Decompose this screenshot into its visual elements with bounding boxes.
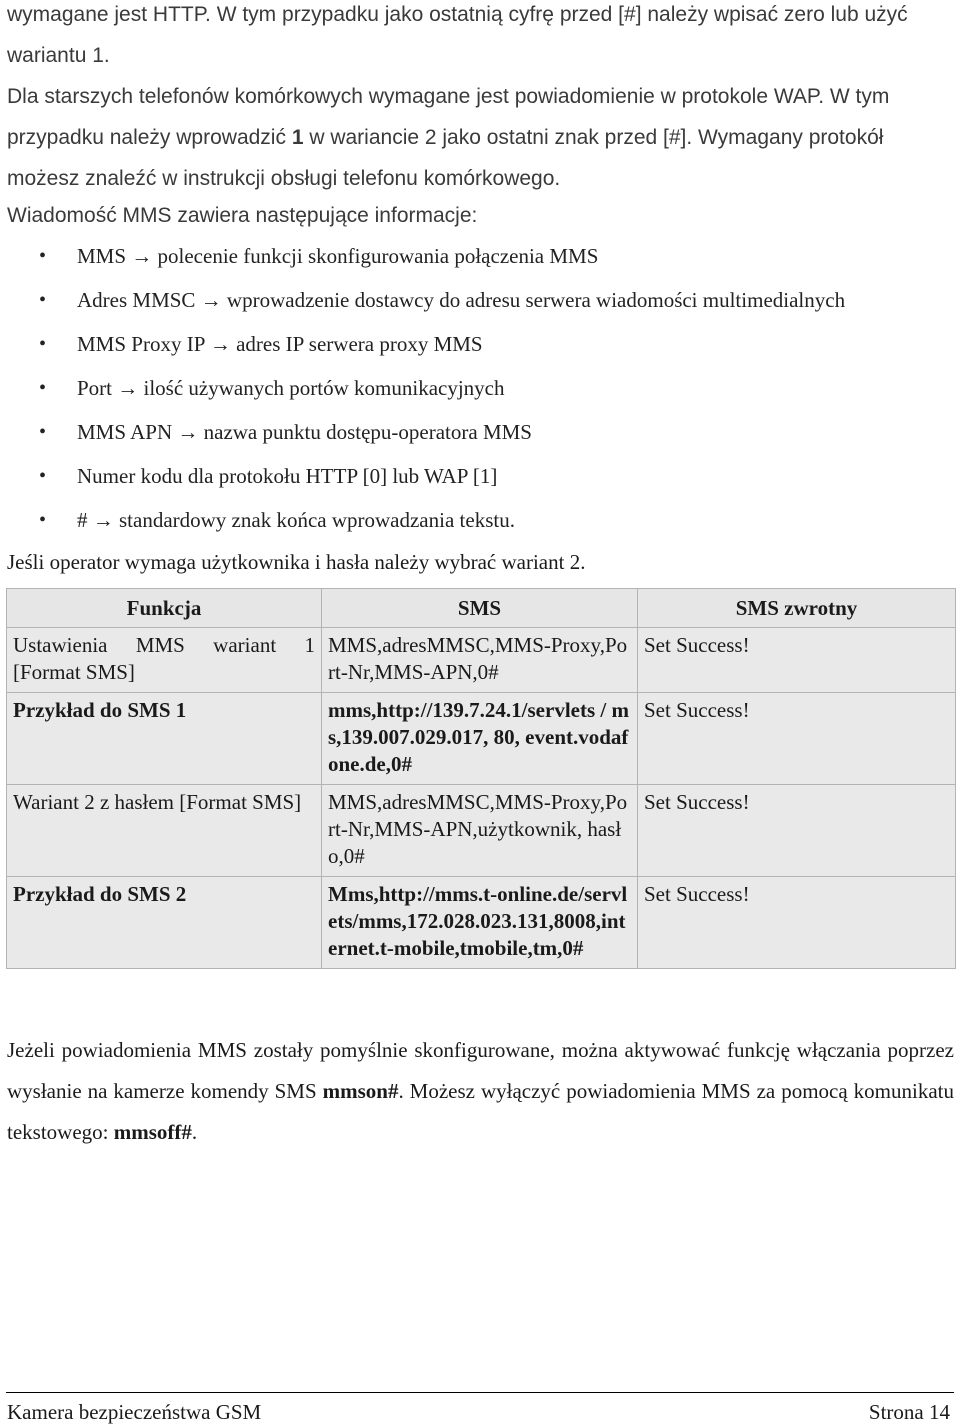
table-row <box>7 877 956 969</box>
column-header-sms: SMS <box>322 589 638 628</box>
cell-sms: Mms,http://mms.t-online.de/servlets/mms,172.028.023.131,8008,internet.t-mobile,tmobile,tm,0# <box>322 877 638 969</box>
bullet-dot: • <box>39 333 47 355</box>
column-header-funkcja: Funkcja <box>7 589 322 628</box>
table-row <box>7 628 956 693</box>
closing-text: . <box>191 1120 198 1144</box>
intro-line: wymagane jest HTTP. W tym przypadku jako ostatnią cyfrę przed [#] należy wpisać zero lub użyć <box>7 3 908 26</box>
table-row <box>7 785 956 877</box>
footer-document-title: Kamera bezpieczeństwa GSM <box>7 1400 262 1424</box>
bullet-text: Adres MMSC → wprowadzenie dostawcy do adresu serwera wiadomości multimedialnych <box>77 288 846 312</box>
bullet-dot: • <box>39 509 47 531</box>
closing-paragraph <box>7 1030 954 1153</box>
list-item <box>0 454 950 498</box>
intro-variant-number: 1 <box>291 126 304 149</box>
info-intro: Wiadomość MMS zawiera następujące informacje: <box>7 204 478 227</box>
cell-sms: mms,http://139.7.24.1/servlets / ms,139.007.029.017, 80, event.vodafone.de,0# <box>322 693 638 785</box>
cell-sms-zwrotny: Set Success! <box>638 785 956 877</box>
table-row <box>7 693 956 785</box>
list-item <box>0 322 950 366</box>
list-item <box>0 498 950 542</box>
intro-line: wariantu 1. <box>7 44 110 67</box>
bullet-dot: • <box>39 377 47 399</box>
intro-line: możesz znaleźć w instrukcji obsługi telefonu komórkowego. <box>7 167 561 190</box>
list-item <box>0 278 950 322</box>
intro-line: przypadku należy wprowadzić <box>7 126 292 149</box>
footer-divider <box>6 1392 954 1393</box>
command-mmson: mmson# <box>322 1079 399 1103</box>
cell-sms: MMS,adresMMSC,MMS-Proxy,Port-Nr,MMS-APN,użytkownik, hasło,0# <box>322 785 638 877</box>
bullet-text: MMS → polecenie funkcji skonfigurowania połączenia MMS <box>77 244 599 268</box>
list-item <box>0 410 950 454</box>
column-header-sms-zwrotny: SMS zwrotny <box>638 589 956 628</box>
operator-note: Jeśli operator wymaga użytkownika i hasła należy wybrać wariant 2. <box>7 550 586 574</box>
closing-text: Jeżeli powiadomienia MMS zostały pomyślnie skonfigurowane, można aktywować funkcję włączania poprzez wysłanie na kamerze komendy SMS <box>7 1038 954 1103</box>
intro-line: Dla starszych telefonów komórkowych wymagane jest powiadomienie w protokole WAP. W tym <box>7 85 890 108</box>
cell-funkcja: Przykład do SMS 1 <box>7 693 322 785</box>
cell-sms-zwrotny: Set Success! <box>638 693 956 785</box>
info-bullet-list <box>0 234 950 542</box>
bullet-dot: • <box>39 421 47 443</box>
list-item <box>0 366 950 410</box>
cell-sms: MMS,adresMMSC,MMS-Proxy,Port-Nr,MMS-APN,0# <box>322 628 638 693</box>
bullet-dot: • <box>39 289 47 311</box>
list-item <box>0 234 950 278</box>
mms-config-table <box>6 588 956 969</box>
cell-funkcja: Ustawienia MMS wariant 1 [Format SMS] <box>7 628 322 693</box>
footer-page-number: Strona 14 <box>868 1400 950 1424</box>
cell-sms-zwrotny: Set Success! <box>638 628 956 693</box>
bullet-text: # → standardowy znak końca wprowadzania tekstu. <box>77 508 515 532</box>
intro-line: w wariancie 2 jako ostatni znak przed [#]. Wymagany protokół <box>303 126 884 149</box>
bullet-dot: • <box>39 245 47 267</box>
bullet-text: Port → ilość używanych portów komunikacyjnych <box>77 376 505 400</box>
intro-paragraph <box>7 0 954 199</box>
bullet-text: MMS APN → nazwa punktu dostępu-operatora MMS <box>77 420 532 444</box>
table-header-row <box>7 589 956 628</box>
cell-sms-zwrotny: Set Success! <box>638 877 956 969</box>
cell-funkcja: Przykład do SMS 2 <box>7 877 322 969</box>
cell-funkcja: Wariant 2 z hasłem [Format SMS] <box>7 785 322 877</box>
bullet-text: Numer kodu dla protokołu HTTP [0] lub WAP [1] <box>77 464 498 488</box>
bullet-dot: • <box>39 465 47 487</box>
command-mmsoff: mmsoff# <box>113 1120 192 1144</box>
closing-text: . Możesz wyłączyć powiadomienia MMS za pomocą komunikatu tekstowego: <box>7 1079 954 1144</box>
bullet-text: MMS Proxy IP → adres IP serwera proxy MMS <box>77 332 483 356</box>
